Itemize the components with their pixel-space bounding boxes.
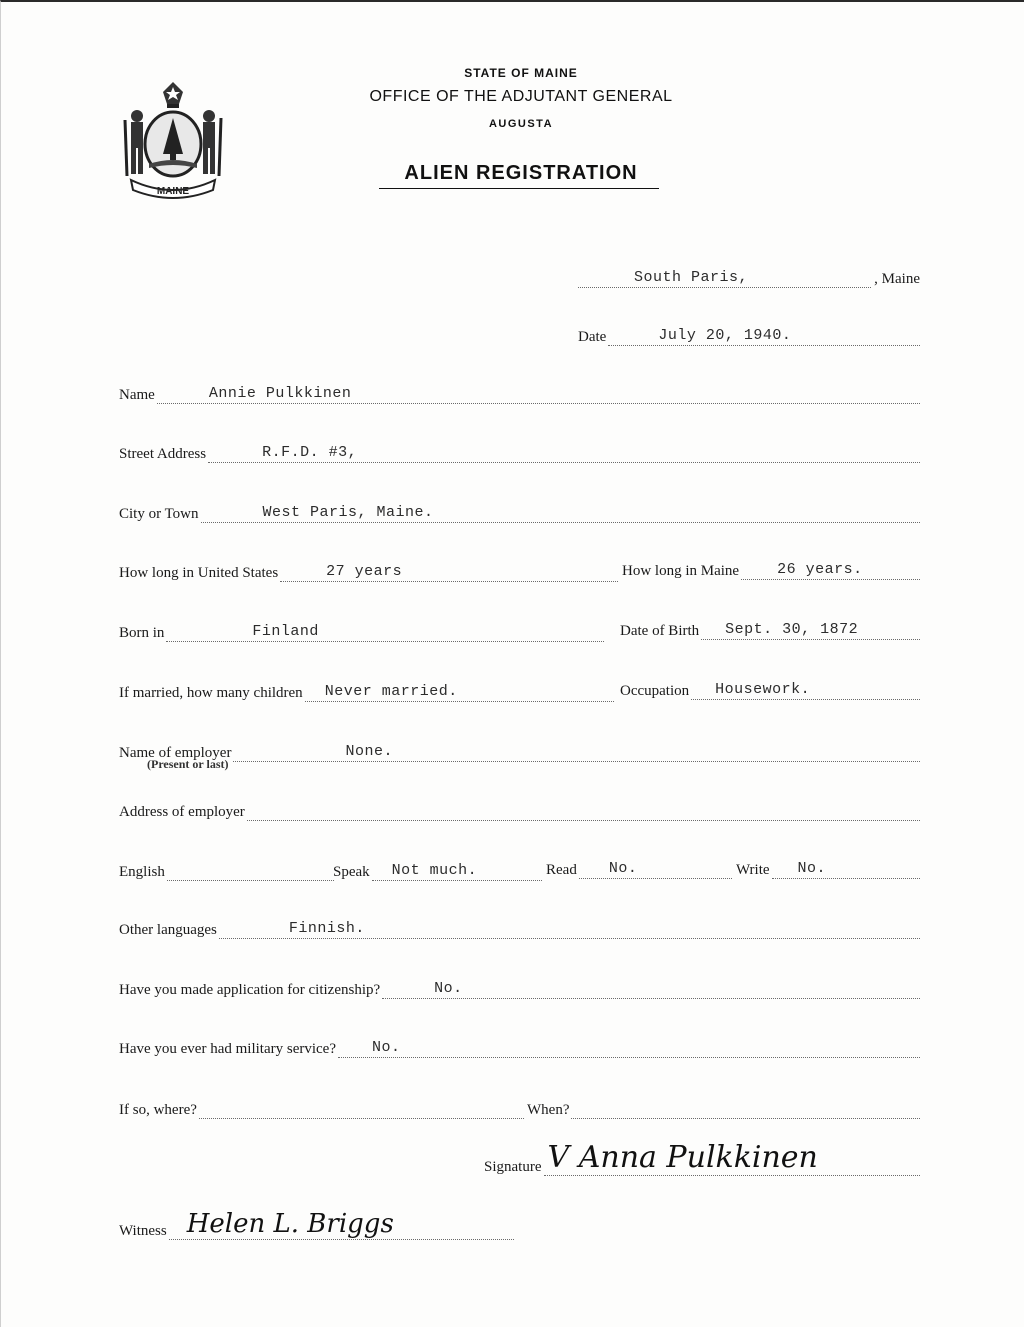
military-row: [119, 1034, 920, 1058]
english-row: [119, 857, 334, 881]
write-value: No.: [797, 860, 827, 877]
place-field[interactable]: [578, 269, 871, 288]
state-heading: STATE OF MAINE: [464, 66, 578, 80]
read-field[interactable]: [579, 860, 732, 879]
witness-row: [119, 1209, 514, 1240]
occupation-label: Occupation: [620, 683, 690, 699]
city-town-row: [119, 499, 920, 523]
military-value: No.: [372, 1039, 401, 1056]
city-town-label: City or Town: [119, 506, 199, 522]
languages-row: [119, 915, 920, 939]
street-value: R.F.D. #3,: [262, 444, 358, 461]
signature-field[interactable]: [544, 1140, 921, 1176]
citizenship-value: No.: [434, 980, 463, 997]
us-duration-field[interactable]: [280, 563, 618, 582]
maine-duration-label: How long in Maine: [622, 563, 740, 579]
date-field[interactable]: [608, 327, 920, 346]
signature-value: V Anna Pulkkinen: [547, 1140, 818, 1175]
city-town-value: West Paris, Maine.: [262, 504, 434, 521]
date-value: July 20, 1940.: [658, 327, 792, 344]
read-value: No.: [608, 860, 638, 877]
where-field[interactable]: [199, 1100, 524, 1119]
name-value: Annie Pulkkinen: [208, 385, 352, 402]
citizenship-field[interactable]: [382, 980, 920, 999]
military-field[interactable]: [338, 1039, 920, 1058]
write-label: Write: [736, 862, 770, 878]
read-label: Read: [546, 862, 577, 878]
occupation-row: [620, 676, 920, 700]
english-field[interactable]: [167, 862, 334, 881]
speak-value: Not much.: [391, 862, 478, 879]
name-field[interactable]: [157, 385, 920, 404]
english-label: English: [119, 864, 165, 880]
form-title: ALIEN REGISTRATION: [404, 162, 638, 184]
write-row: [736, 855, 920, 879]
city-heading: AUGUSTA: [488, 118, 554, 130]
us-duration-row: [119, 558, 618, 582]
city-town-field[interactable]: [201, 504, 920, 523]
employer-sublabel: (Present or last): [147, 757, 229, 771]
maine-state-seal: [117, 80, 229, 200]
languages-label: Other languages: [119, 922, 217, 938]
title-underline: [379, 188, 659, 189]
birthplace-label: Born in: [119, 625, 165, 641]
office-heading: OFFICE OF THE ADJUTANT GENERAL: [369, 88, 673, 105]
when-row: [527, 1095, 920, 1119]
name-label: Name: [119, 387, 155, 403]
languages-value: Finnish.: [288, 920, 365, 937]
maine-duration-value: 26 years.: [777, 561, 863, 578]
birthplace-field[interactable]: [166, 623, 604, 642]
birthplace-value: Finland: [252, 623, 319, 640]
employer-address-label: Address of employer: [119, 804, 245, 820]
employer-address-field[interactable]: [247, 802, 920, 821]
dob-label: Date of Birth: [620, 623, 700, 639]
date-label: Date: [578, 329, 607, 345]
street-row: [119, 439, 920, 463]
place-row: [578, 264, 920, 288]
children-field[interactable]: [305, 683, 614, 702]
languages-field[interactable]: [219, 920, 920, 939]
place-value: South Paris,: [634, 269, 749, 286]
witness-field[interactable]: [169, 1209, 514, 1240]
when-field[interactable]: [571, 1100, 920, 1119]
speak-label: Speak: [333, 864, 370, 880]
us-duration-label: How long in United States: [119, 565, 279, 581]
date-row: [578, 322, 920, 346]
speak-field[interactable]: [372, 862, 542, 881]
occupation-value: Housework.: [715, 681, 811, 698]
speak-row: [333, 857, 542, 881]
name-row: [119, 380, 920, 404]
employer-value: None.: [345, 743, 393, 760]
children-label: If married, how many children: [119, 685, 303, 701]
children-value: Never married.: [324, 683, 458, 700]
maine-duration-row: [622, 556, 920, 580]
citizenship-label: Have you made application for citizenship?: [119, 982, 381, 998]
write-field[interactable]: [772, 860, 920, 879]
witness-label: Witness: [119, 1223, 167, 1239]
where-label: If so, where?: [119, 1102, 197, 1118]
place-suffix: , Maine: [874, 271, 920, 287]
children-row: [119, 678, 614, 702]
employer-field[interactable]: [233, 743, 920, 762]
dob-value: Sept. 30, 1872: [725, 621, 859, 638]
employer-address-row: [119, 797, 920, 821]
dob-field[interactable]: [701, 621, 920, 640]
birthplace-row: [119, 618, 604, 642]
employer-label: Name of employer: [119, 745, 232, 761]
citizenship-row: [119, 975, 920, 999]
signature-label: Signature: [484, 1159, 542, 1175]
witness-value: Helen L. Briggs: [186, 1209, 394, 1239]
maine-duration-field[interactable]: [741, 561, 920, 580]
seal-banner-text: MAINE: [156, 186, 190, 197]
occupation-field[interactable]: [691, 681, 920, 700]
when-label: When?: [527, 1102, 570, 1118]
signature-row: [484, 1140, 920, 1176]
street-field[interactable]: [208, 444, 920, 463]
employer-row: [119, 738, 920, 762]
dob-row: [620, 616, 920, 640]
street-label: Street Address: [119, 446, 207, 462]
where-row: [119, 1095, 524, 1119]
military-label: Have you ever had military service?: [119, 1041, 336, 1057]
us-duration-value: 27 years: [326, 563, 403, 580]
read-row: [546, 855, 732, 879]
